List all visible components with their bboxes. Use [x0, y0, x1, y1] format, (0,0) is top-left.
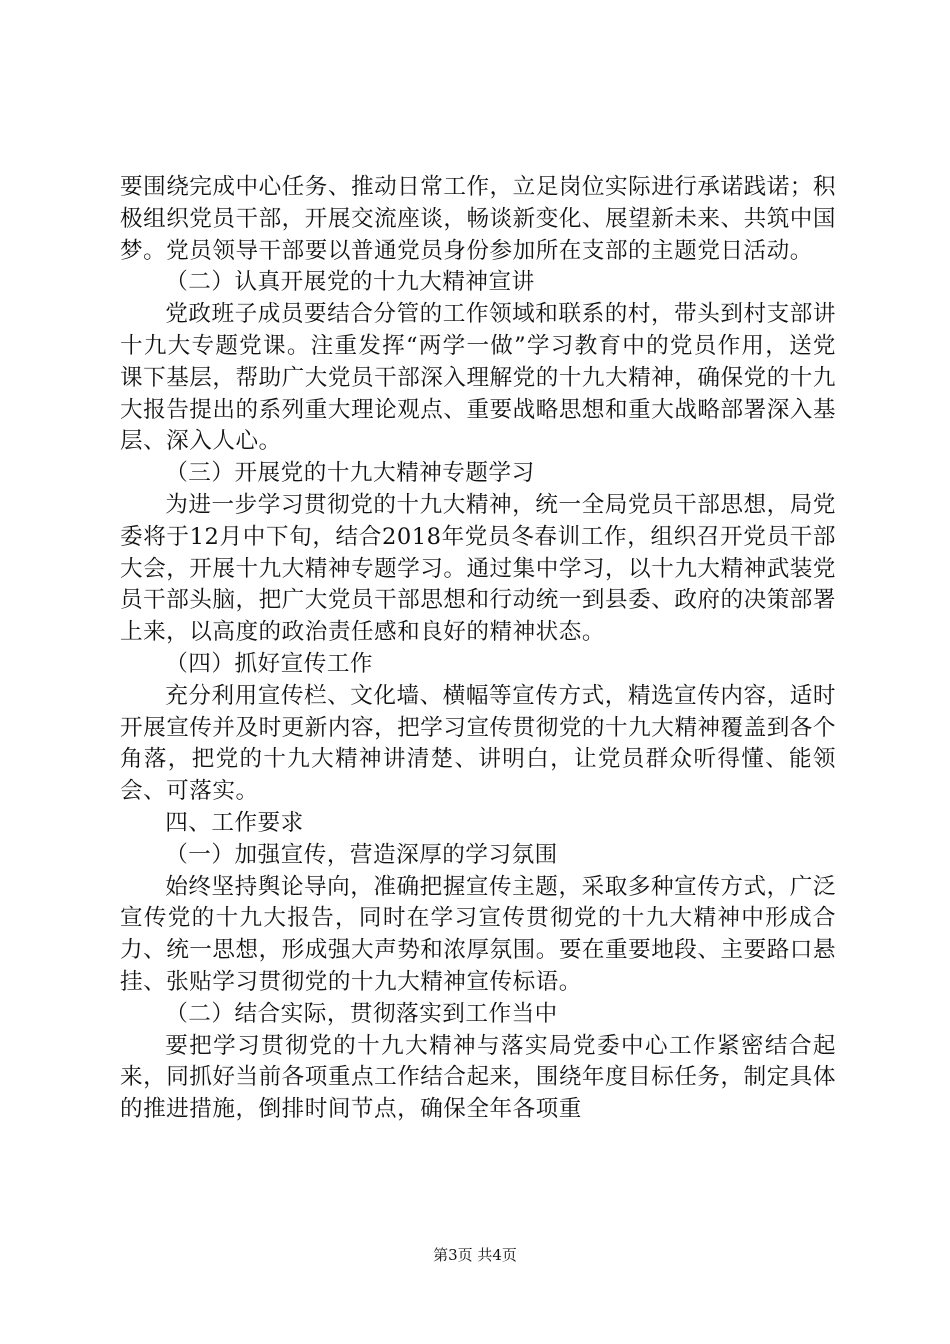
paragraph-4: 充分利用宣传栏、文化墙、横幅等宣传方式，精选宣传内容，适时开展宣传并及时更新内容，把学习宣传贯彻党的十九大精神覆盖到各个角落，把党的十九大精神讲清楚、讲明白，让党员群众听得懂、能领会、可落实。: [120, 682, 836, 805]
paragraph-6: 要把学习贯彻党的十九大精神与落实局党委中心工作紧密结合起来，同抓好当前各项重点工作结合起来，围绕年度目标任务，制定具体的推进措施，倒排时间节点，确保全年各项重: [120, 1032, 836, 1123]
paragraph-2: 党政班子成员要结合分管的工作领域和联系的村，带头到村支部讲十九大专题党课。注重发挥“两学一做”学习教育中的党员作用，送党课下基层，帮助广大党员干部深入理解党的十九大精神，确保党的十九大报告提出的系列重大理论观点、重要战略思想和重大战略部署深入基层、深入人心。: [120, 301, 836, 455]
document-body: [120, 172, 836, 1126]
paragraph-1: 要围绕完成中心任务、推动日常工作，立足岗位实际进行承诺践诺；积极组织党员干部，开展交流座谈，畅谈新变化、展望新未来、共筑中国梦。党员领导干部要以普通党员身份参加所在支部的主题党日活动。: [120, 174, 836, 264]
paragraph-3: 为进一步学习贯彻党的十九大精神，统一全局党员干部思想，局党委将于12月中下旬，结合2018年党员冬春训工作，组织召开党员干部大会，开展十九大精神专题学习。通过集中学习，以十九大精神武装党员干部头脑，把广大党员干部思想和行动统一到县委、政府的决策部署上来，以高度的政治责任感和良好的精神状态。: [120, 491, 836, 646]
section-heading-req-1: （一）加强宣传，营造深厚的学习氛围: [165, 841, 558, 868]
page-number-footer: 第3页 共4页: [433, 1246, 517, 1264]
section-heading-4: （四）抓好宣传工作: [165, 650, 374, 677]
paragraph-5: 始终坚持舆论导向，准确把握宣传主题，采取多种宣传方式，广泛宣传党的十九大报告，同时在学习宣传贯彻党的十九大精神中形成合力、统一思想，形成强大声势和浓厚氛围。要在重要地段、主要路口悬挂、张贴学习贯彻党的十九大精神宣传标语。: [120, 873, 836, 995]
chapter-heading-work-requirements: 四、工作要求: [165, 809, 304, 836]
section-heading-2: （二）认真开展党的十九大精神宣讲: [165, 269, 535, 296]
section-heading-3: （三）开展党的十九大精神专题学习: [165, 460, 535, 487]
section-heading-req-2: （二）结合实际，贯彻落实到工作当中: [165, 1000, 558, 1027]
